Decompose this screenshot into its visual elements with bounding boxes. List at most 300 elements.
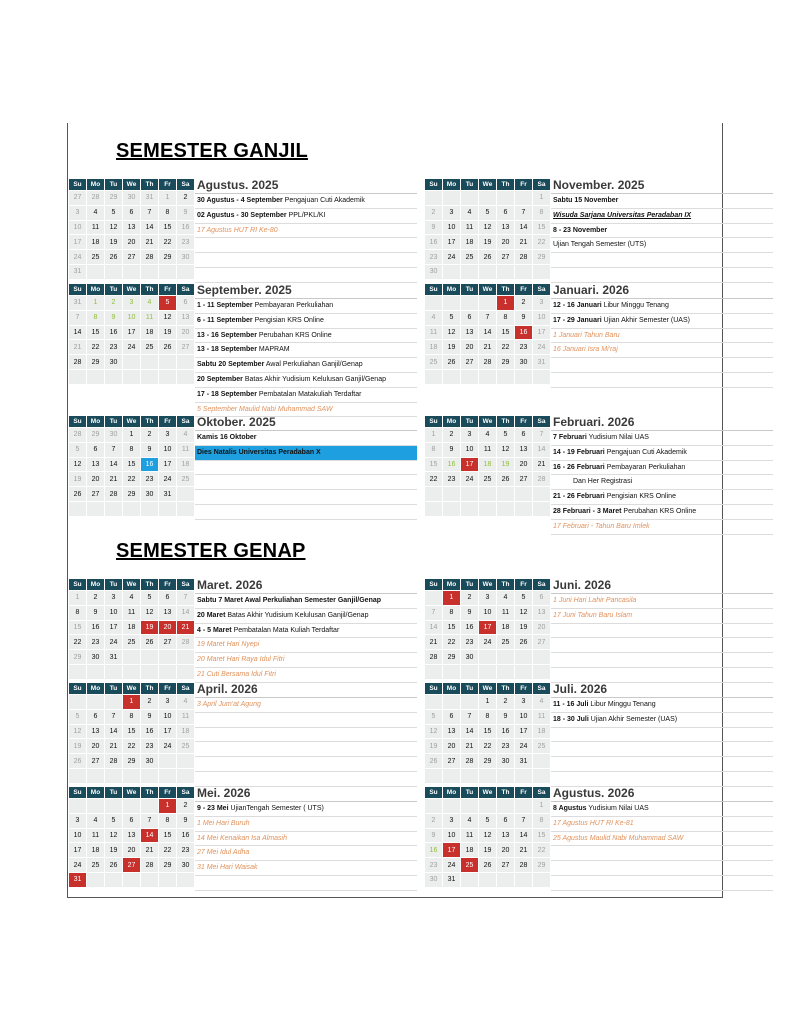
event-text: MAPRAM: [256, 346, 290, 354]
event-row: [195, 846, 417, 861]
day-cell: 12: [69, 457, 87, 472]
day-cell: 7: [105, 709, 123, 724]
day-cell: [497, 650, 515, 665]
month-title: Mei. 2026: [195, 786, 417, 802]
day-cell: 4: [123, 591, 141, 606]
weekday-header: We: [479, 179, 497, 191]
day-cell: [443, 264, 461, 279]
event-row-empty: [195, 876, 417, 891]
event-text: 20 Maret Hari Raya Idul Fitri: [197, 656, 285, 664]
weekday-header: Tu: [461, 416, 479, 428]
event-text: Yudisium Nilai UAS: [586, 805, 649, 812]
day-cell: 8: [533, 813, 551, 828]
day-cell: [123, 650, 141, 665]
day-cell: 9: [443, 442, 461, 457]
day-cell: [461, 664, 479, 679]
event-row-empty: [551, 253, 773, 268]
day-cell: 29: [533, 250, 551, 265]
event-text: 5 September Maulid Nabi Muhammad SAW: [197, 405, 333, 413]
event-row: [195, 594, 417, 609]
day-cell: [479, 650, 497, 665]
day-cell: 11: [479, 442, 497, 457]
day-cell: 26: [497, 472, 515, 487]
day-cell: [177, 355, 195, 370]
event-row-empty: [551, 624, 773, 639]
month-events: [195, 415, 417, 520]
event-text: 19 Maret Hari Nyepi: [197, 641, 260, 649]
day-cell: 22: [533, 843, 551, 858]
day-cell: [533, 487, 551, 502]
day-cell: 31: [443, 872, 461, 887]
day-cell: 18: [87, 843, 105, 858]
day-cell: 28: [105, 487, 123, 502]
event-row-empty: [195, 713, 417, 728]
month-events: [195, 786, 417, 891]
day-cell: [177, 487, 195, 502]
day-cell: [425, 296, 443, 311]
day-cell: 24: [533, 340, 551, 355]
event-row: [551, 238, 773, 253]
day-cell: 24: [159, 739, 177, 754]
day-cell: 16: [141, 457, 159, 472]
month-events: [195, 283, 417, 417]
weekday-header: Mo: [443, 787, 461, 799]
day-cell: 9: [515, 310, 533, 325]
day-cell: [159, 664, 177, 679]
day-cell: 10: [533, 310, 551, 325]
day-cell: [479, 664, 497, 679]
day-cell: 14: [177, 605, 195, 620]
day-cell: 2: [425, 205, 443, 220]
weekday-header: Su: [425, 179, 443, 191]
day-cell: 19: [141, 620, 159, 635]
day-cell: [105, 369, 123, 384]
event-row: [551, 832, 773, 847]
event-row-empty: [551, 268, 773, 283]
event-text: Ujian Akhir Semester (UAS): [588, 715, 678, 723]
day-cell: 28: [105, 754, 123, 769]
event-text: Libur Minggu Tenang: [588, 701, 656, 708]
event-row: [551, 431, 773, 446]
event-row: [195, 314, 417, 329]
day-cell: 22: [159, 843, 177, 858]
day-cell: [479, 501, 497, 516]
event-row: [551, 461, 773, 476]
day-cell: 18: [479, 457, 497, 472]
day-cell: [461, 799, 479, 814]
day-cell: 27: [87, 487, 105, 502]
day-cell: 6: [497, 205, 515, 220]
day-cell: 16: [141, 724, 159, 739]
day-cell: [159, 650, 177, 665]
day-cell: 19: [69, 472, 87, 487]
weekday-header: Sa: [533, 284, 551, 296]
day-cell: [461, 369, 479, 384]
weekday-header: We: [479, 284, 497, 296]
weekday-header: Tu: [105, 579, 123, 591]
day-cell: 14: [461, 724, 479, 739]
day-cell: 12: [443, 325, 461, 340]
day-cell: 27: [497, 250, 515, 265]
day-cell: [141, 650, 159, 665]
event-row: [195, 861, 417, 876]
event-text: Dan Her Registrasi: [573, 478, 633, 486]
day-cell: 10: [461, 442, 479, 457]
day-cell: 26: [479, 250, 497, 265]
day-cell: 17: [159, 457, 177, 472]
day-cell: 8: [159, 813, 177, 828]
event-text: 31 Mei Hari Waisak: [197, 864, 258, 872]
day-cell: 29: [87, 355, 105, 370]
weekday-header: Su: [69, 787, 87, 799]
day-cell: 26: [515, 635, 533, 650]
day-cell: [177, 501, 195, 516]
day-cell: 20: [443, 739, 461, 754]
day-cell: 8: [123, 442, 141, 457]
day-cell: [69, 799, 87, 814]
weekday-header: Su: [425, 579, 443, 591]
weekday-header: We: [479, 416, 497, 428]
day-cell: 7: [105, 442, 123, 457]
day-cell: 6: [123, 813, 141, 828]
weekday-header: Th: [141, 787, 159, 799]
day-cell: 5: [69, 709, 87, 724]
day-cell: 12: [69, 724, 87, 739]
day-cell: [515, 501, 533, 516]
day-cell: 19: [515, 620, 533, 635]
day-cell: [141, 355, 159, 370]
weekday-header: Fr: [515, 683, 533, 695]
day-cell: [479, 296, 497, 311]
day-cell: 9: [87, 605, 105, 620]
day-cell: 6: [177, 296, 195, 311]
day-cell: 18: [461, 235, 479, 250]
day-cell: 23: [141, 739, 159, 754]
weekday-header: Th: [497, 416, 515, 428]
day-cell: 4: [497, 591, 515, 606]
day-cell: 3: [443, 813, 461, 828]
event-row: [551, 594, 773, 609]
weekday-header: Mo: [87, 179, 105, 191]
event-row-empty: [195, 461, 417, 476]
event-row: [551, 329, 773, 344]
event-row: [551, 446, 773, 461]
month-events: [551, 578, 773, 683]
day-cell: 20: [461, 340, 479, 355]
day-cell: [443, 369, 461, 384]
day-cell: 21: [105, 472, 123, 487]
day-cell: 1: [425, 428, 443, 443]
day-cell: 7: [141, 205, 159, 220]
day-cell: 15: [69, 620, 87, 635]
day-cell: 25: [461, 250, 479, 265]
day-cell: 30: [461, 650, 479, 665]
day-cell: 23: [141, 472, 159, 487]
day-cell: [425, 487, 443, 502]
day-cell: 2: [177, 799, 195, 814]
day-cell: 24: [443, 858, 461, 873]
event-row: [195, 832, 417, 847]
weekday-header: Sa: [177, 179, 195, 191]
month-calendar-grid: [424, 786, 546, 888]
weekday-header: We: [123, 787, 141, 799]
day-cell: 29: [497, 355, 515, 370]
day-cell: 25: [533, 739, 551, 754]
day-cell: 29: [533, 858, 551, 873]
day-cell: [515, 664, 533, 679]
event-row: [551, 224, 773, 239]
day-cell: [515, 369, 533, 384]
day-cell: 16: [461, 620, 479, 635]
day-cell: [159, 872, 177, 887]
event-text: 17 Februari - Tahun Baru Imlek: [553, 522, 650, 530]
day-cell: 25: [479, 472, 497, 487]
day-cell: 11: [497, 605, 515, 620]
event-row: [195, 224, 417, 239]
day-cell: [177, 369, 195, 384]
weekday-header: Sa: [533, 416, 551, 428]
event-row-empty: [551, 772, 773, 787]
day-cell: 5: [479, 205, 497, 220]
day-cell: 2: [497, 695, 515, 710]
day-cell: 3: [159, 695, 177, 710]
event-row-empty: [195, 505, 417, 520]
day-cell: [533, 768, 551, 783]
day-cell: [533, 754, 551, 769]
day-cell: 23: [177, 843, 195, 858]
weekday-header: Fr: [515, 579, 533, 591]
day-cell: 28: [69, 428, 87, 443]
event-text: 1 Januari Tahun Baru: [553, 331, 620, 339]
day-cell: 22: [497, 340, 515, 355]
event-row: [195, 802, 417, 817]
day-cell: 5: [105, 813, 123, 828]
day-cell: [443, 664, 461, 679]
event-row: [551, 802, 773, 817]
day-cell: 24: [105, 635, 123, 650]
day-cell: 29: [123, 754, 141, 769]
day-cell: 17: [443, 235, 461, 250]
weekday-header: Th: [497, 284, 515, 296]
day-cell: [105, 664, 123, 679]
day-cell: 7: [461, 709, 479, 724]
day-cell: [425, 591, 443, 606]
event-row-empty: [195, 475, 417, 490]
event-row-empty: [551, 373, 773, 388]
day-cell: 4: [461, 205, 479, 220]
day-cell: 14: [425, 620, 443, 635]
day-cell: 30: [141, 487, 159, 502]
event-date: Dies Natalis Universitas Peradaban X: [197, 448, 321, 456]
day-cell: 12: [141, 605, 159, 620]
day-cell: 4: [141, 296, 159, 311]
day-cell: 4: [177, 695, 195, 710]
day-cell: 23: [425, 250, 443, 265]
day-cell: 30: [425, 872, 443, 887]
day-cell: 2: [177, 191, 195, 206]
day-cell: 18: [141, 325, 159, 340]
event-text: 17 Agustus HUT RI Ke-80: [197, 226, 278, 234]
day-cell: 10: [443, 828, 461, 843]
day-cell: [425, 501, 443, 516]
month-events: [551, 178, 773, 283]
day-cell: 27: [461, 355, 479, 370]
day-cell: 21: [141, 843, 159, 858]
day-cell: [425, 664, 443, 679]
day-cell: 19: [69, 739, 87, 754]
event-row-empty: [551, 728, 773, 743]
day-cell: [123, 664, 141, 679]
weekday-header: Th: [141, 683, 159, 695]
day-cell: 4: [461, 813, 479, 828]
day-cell: [69, 695, 87, 710]
day-cell: 22: [533, 235, 551, 250]
day-cell: 21: [515, 235, 533, 250]
event-text: Yudisium Nilai UAS: [586, 434, 649, 441]
day-cell: 23: [425, 858, 443, 873]
event-row: [551, 505, 773, 520]
day-cell: 22: [159, 235, 177, 250]
day-cell: [123, 799, 141, 814]
event-date: Sabtu 15 November: [553, 197, 619, 204]
event-text: Batas Akhir Yudisium Kelulusan Ganjil/Genap: [242, 375, 386, 383]
month-calendar-grid: [424, 578, 546, 680]
day-cell: 28: [461, 754, 479, 769]
event-date: 13 - 18 September: [197, 346, 257, 354]
day-cell: [159, 369, 177, 384]
day-cell: [479, 264, 497, 279]
day-cell: 10: [69, 828, 87, 843]
day-cell: 30: [515, 355, 533, 370]
event-row-empty: [551, 742, 773, 757]
weekday-header: Fr: [515, 179, 533, 191]
day-cell: [461, 501, 479, 516]
day-cell: [141, 664, 159, 679]
weekday-header: Su: [425, 683, 443, 695]
day-cell: 8: [69, 605, 87, 620]
day-cell: 8: [425, 442, 443, 457]
day-cell: 16: [515, 325, 533, 340]
event-row-empty: [551, 846, 773, 861]
event-date: 17 - 18 September: [197, 390, 257, 398]
day-cell: 18: [87, 235, 105, 250]
weekday-header: Fr: [159, 683, 177, 695]
day-cell: 9: [141, 442, 159, 457]
day-cell: 17: [69, 235, 87, 250]
day-cell: [159, 754, 177, 769]
day-cell: 13: [515, 442, 533, 457]
day-cell: 11: [87, 828, 105, 843]
weekday-header: Th: [497, 579, 515, 591]
weekday-header: We: [123, 179, 141, 191]
day-cell: 6: [461, 310, 479, 325]
day-cell: [443, 501, 461, 516]
event-text: 17 Juni Tahun Baru Islam: [553, 611, 633, 619]
event-text: PPL/PKL/KI: [286, 211, 326, 219]
day-cell: 20: [87, 739, 105, 754]
day-cell: 6: [443, 709, 461, 724]
day-cell: 13: [461, 325, 479, 340]
day-cell: 22: [123, 472, 141, 487]
event-row: [551, 314, 773, 329]
day-cell: 26: [159, 340, 177, 355]
day-cell: 25: [461, 858, 479, 873]
day-cell: 4: [425, 310, 443, 325]
day-cell: 14: [105, 457, 123, 472]
day-cell: 4: [479, 428, 497, 443]
day-cell: 18: [177, 457, 195, 472]
day-cell: 10: [159, 442, 177, 457]
day-cell: 27: [123, 250, 141, 265]
day-cell: 15: [123, 724, 141, 739]
day-cell: 15: [497, 325, 515, 340]
day-cell: 15: [87, 325, 105, 340]
event-row: [551, 520, 773, 535]
day-cell: 24: [123, 340, 141, 355]
event-text: Pembayaran Perkuliahan: [252, 302, 334, 309]
day-cell: [515, 191, 533, 206]
day-cell: 28: [69, 355, 87, 370]
day-cell: 13: [123, 828, 141, 843]
weekday-header: Sa: [177, 579, 195, 591]
day-cell: 12: [479, 828, 497, 843]
day-cell: 10: [159, 709, 177, 724]
day-cell: 4: [87, 813, 105, 828]
day-cell: 19: [479, 843, 497, 858]
month-events: [551, 682, 773, 787]
day-cell: 20: [533, 620, 551, 635]
day-cell: [461, 487, 479, 502]
weekday-header: Tu: [105, 179, 123, 191]
day-cell: [123, 501, 141, 516]
month-title: Juli. 2026: [551, 682, 773, 698]
day-cell: 9: [461, 605, 479, 620]
event-text: Ujian Tengah Semester (UTS): [553, 241, 647, 249]
day-cell: [443, 695, 461, 710]
day-cell: 25: [87, 250, 105, 265]
month-title: Februari. 2026: [551, 415, 773, 431]
day-cell: [87, 799, 105, 814]
day-cell: 12: [159, 310, 177, 325]
event-row-empty: [551, 861, 773, 876]
day-cell: 29: [105, 191, 123, 206]
day-cell: 12: [497, 442, 515, 457]
day-cell: 25: [141, 340, 159, 355]
day-cell: 13: [123, 220, 141, 235]
day-cell: 2: [443, 428, 461, 443]
day-cell: 22: [479, 739, 497, 754]
day-cell: 20: [497, 235, 515, 250]
event-text: 3 April Jum'at Agung: [197, 701, 261, 708]
day-cell: 22: [425, 472, 443, 487]
day-cell: 27: [159, 635, 177, 650]
day-cell: [69, 664, 87, 679]
weekday-header: Th: [141, 416, 159, 428]
day-cell: [479, 872, 497, 887]
day-cell: 21: [425, 635, 443, 650]
day-cell: [443, 296, 461, 311]
month-title: Januari. 2026: [551, 283, 773, 299]
event-row-empty: [195, 490, 417, 505]
day-cell: 27: [515, 472, 533, 487]
day-cell: 5: [443, 310, 461, 325]
day-cell: 11: [177, 442, 195, 457]
event-text: UjianTengah Semester ( UTS): [228, 805, 324, 812]
day-cell: 13: [87, 457, 105, 472]
event-row: [195, 668, 417, 683]
weekday-header: Tu: [105, 416, 123, 428]
weekday-header: Sa: [533, 683, 551, 695]
